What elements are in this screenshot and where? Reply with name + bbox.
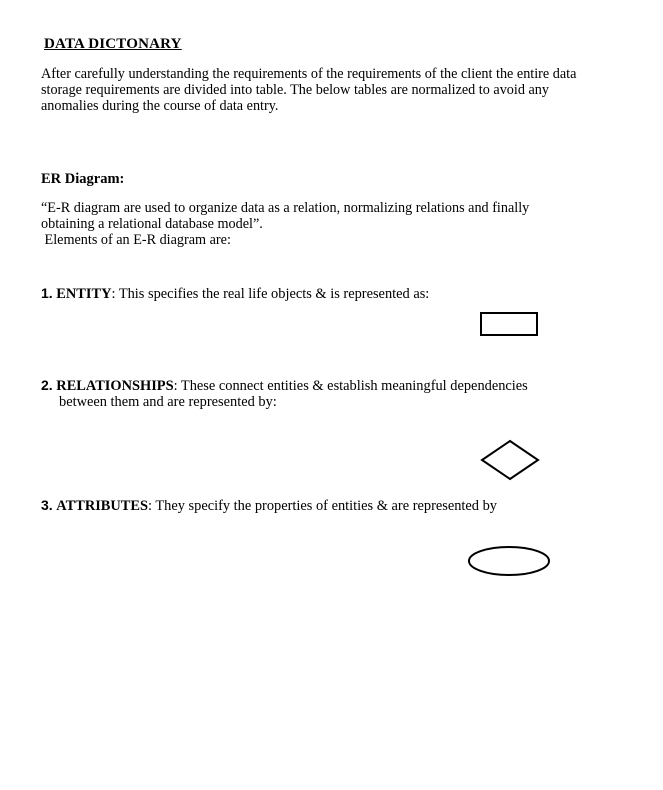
rectangle-icon (480, 312, 538, 336)
list-item-relationships (41, 377, 596, 410)
ellipse-icon (467, 545, 551, 577)
item-description: : These connect entities & establish meaningful dependencies (173, 378, 528, 394)
item-term: RELATIONSHIPS (56, 378, 174, 394)
item-description: : They specify the properties of entities & are represented by (148, 498, 497, 514)
er-diagram-definition (41, 200, 601, 248)
item-description: : This specifies the real life objects & is represented as: (111, 286, 430, 302)
list-item-attributes (41, 497, 497, 514)
er-elements-intro: Elements of an E-R diagram are: (41, 232, 231, 248)
er-quote-line-1: “E-R diagram are used to organize data as a relation, normalizing relations and finally (41, 200, 530, 216)
page-title: DATA DICTONARY (44, 36, 182, 52)
intro-paragraph: After carefully understanding the requirements of the requirements of the client the entire data storage requirements are divided into table. The below tables are normalized to avoid any anomalies during the course of data entry. (41, 66, 577, 114)
item-term: ENTITY (56, 286, 112, 302)
item-description-continued: between them and are represented by: (59, 394, 277, 410)
item-number: 2. (41, 377, 53, 393)
item-number: 1. (41, 285, 53, 301)
er-diagram-heading: ER Diagram: (41, 171, 125, 187)
list-item-entity (41, 285, 429, 302)
diamond-icon (480, 440, 540, 480)
er-quote-line-2: obtaining a relational database model”. (41, 216, 263, 232)
item-term: ATTRIBUTES (56, 498, 149, 514)
item-number: 3. (41, 497, 53, 513)
